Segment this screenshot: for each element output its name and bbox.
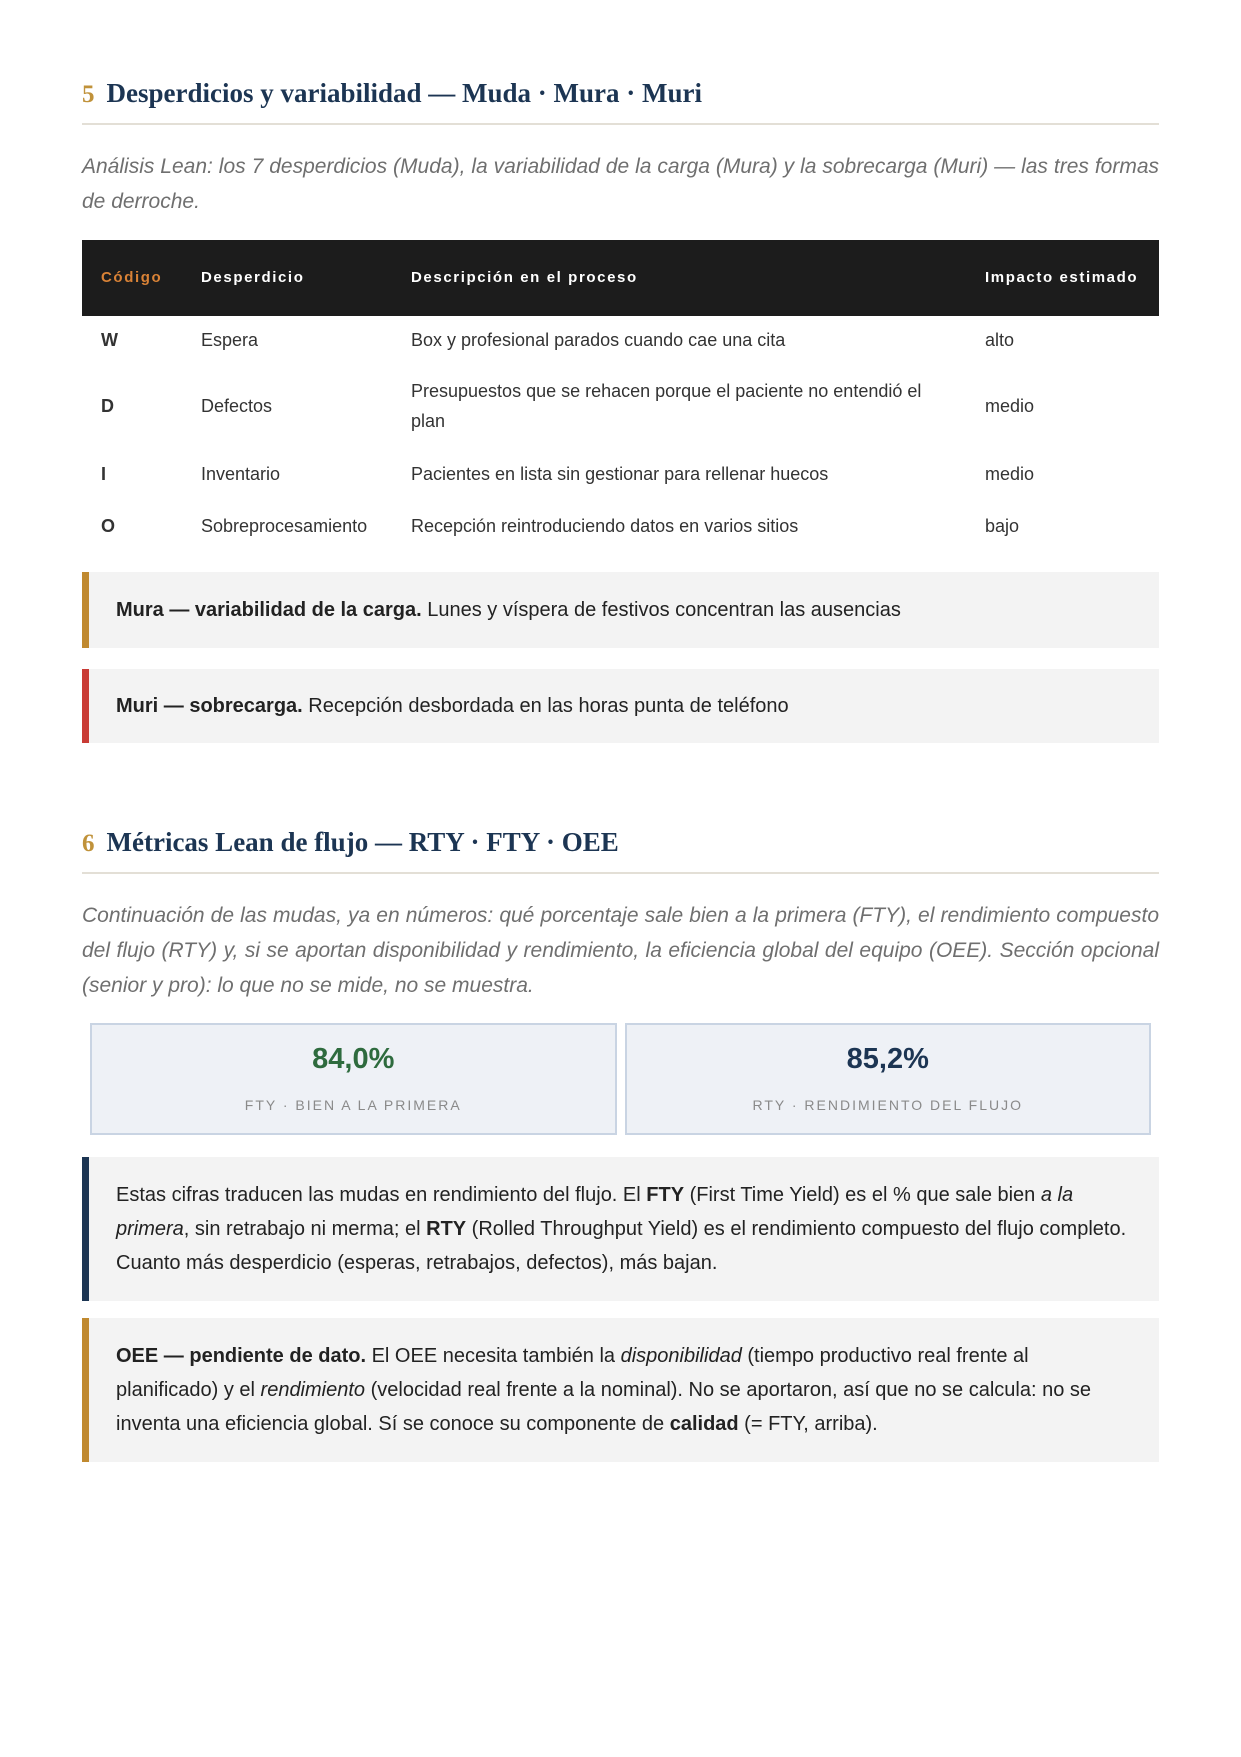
waste-description: Presupuestos que se rehacen porque el paciente no entendió el plan: [411, 381, 922, 431]
note-text: El OEE necesita también la: [366, 1345, 621, 1367]
yield-explanation-note: [82, 1157, 1159, 1301]
muri-callout: [82, 669, 1159, 743]
fty-label: FTY · BIEN A LA PRIMERA: [244, 1097, 462, 1113]
table-header-row: [82, 240, 1159, 316]
table-row: [82, 364, 1159, 448]
metrics-cards: [82, 1023, 1159, 1135]
mura-text: Lunes y víspera de festivos concentran las ausencias: [421, 598, 901, 621]
note-text: Estas cifras traducen las mudas en rendimiento del flujo. El: [116, 1184, 647, 1206]
waste-name: Defectos: [201, 396, 273, 416]
section-5: [82, 78, 1159, 125]
note-text: (= FTY, arriba).: [738, 1413, 878, 1435]
waste-name: Espera: [201, 330, 259, 350]
column-header-waste: Desperdicio: [182, 240, 392, 316]
waste-description: Box y profesional parados cuando cae una cita: [411, 330, 786, 350]
waste-code: I: [101, 464, 107, 484]
note-label-oee: OEE — pendiente de dato.: [116, 1345, 367, 1367]
mura-callout: [82, 572, 1159, 648]
rty-card: [625, 1023, 1152, 1135]
note-text: (Rolled Throughput Yield) es el rendimiento compuesto del flujo completo. Cuanto más desperdicio (esperas, retrabajos, defectos), más bajan.: [116, 1218, 1127, 1274]
section-title: Métricas Lean de flujo — RTY · FTY · OEE: [106, 827, 619, 857]
section-5-heading: [82, 78, 1159, 125]
fty-card: [90, 1023, 617, 1135]
column-header-code: Código: [82, 240, 182, 316]
waste-impact: medio: [985, 396, 1035, 416]
muri-text: Recepción desbordada en las horas punta de teléfono: [302, 694, 789, 717]
column-header-description: Descripción en el proceso: [392, 240, 966, 316]
section-number: 5: [82, 81, 95, 108]
note-term-rty: RTY: [426, 1218, 467, 1240]
waste-description: Pacientes en lista sin gestionar para rellenar huecos: [411, 464, 829, 484]
table-row: [82, 316, 1159, 364]
mura-label: Mura — variabilidad de la carga.: [116, 598, 422, 621]
waste-description: Recepción reintroduciendo datos en varios sitios: [411, 516, 799, 536]
note-term-quality: calidad: [669, 1413, 739, 1435]
rty-label: RTY · RENDIMIENTO DEL FLUJO: [752, 1097, 1023, 1113]
table-row: [82, 448, 1159, 500]
waste-impact: alto: [985, 330, 1015, 350]
waste-name: Inventario: [201, 464, 281, 484]
note-text: (velocidad real frente a la nominal). No se aportaron, así que no se calcula: no se inventa una eficiencia global. Sí se conoce su componente de: [116, 1379, 1092, 1435]
note-emphasis: a la primera: [116, 1184, 1074, 1240]
section-6-intro: Continuación de las mudas, ya en números: qué porcentaje sale bien a la primera (FTY), el rendimiento compuesto del flujo (RTY) y, si se aportan disponibilidad y rendimiento, la eficiencia global del equipo (OEE). Sección opcional (senior y pro): lo que no se mide, no se muestra.: [82, 904, 1159, 997]
note-term-fty: FTY: [646, 1184, 685, 1206]
note-emphasis: rendimiento: [260, 1379, 366, 1401]
note-text: , sin retrabajo ni merma; el: [183, 1218, 427, 1240]
note-text: (First Time Yield) es el % que sale bien: [684, 1184, 1041, 1206]
waste-impact: bajo: [985, 516, 1020, 536]
waste-name: Sobreprocesamiento: [201, 516, 368, 536]
waste-table: [82, 240, 1159, 552]
waste-code: O: [101, 516, 116, 536]
section-6: [82, 827, 1159, 874]
rty-value: 85,2%: [846, 1043, 929, 1075]
fty-value: 84,0%: [312, 1043, 395, 1075]
section-number: 6: [82, 830, 95, 857]
oee-pending-note: [82, 1318, 1159, 1462]
table-row: [82, 500, 1159, 552]
column-header-impact: Impacto estimado: [966, 240, 1159, 316]
waste-code: W: [101, 330, 118, 350]
muri-label: Muri — sobrecarga.: [116, 694, 303, 717]
section-6-heading: [82, 827, 1159, 874]
note-emphasis: disponibilidad: [620, 1345, 742, 1367]
note-text: (tiempo productivo real frente al planificado) y el: [116, 1345, 1029, 1401]
waste-impact: medio: [985, 464, 1035, 484]
section-title: Desperdicios y variabilidad — Muda · Mura · Muri: [106, 78, 703, 108]
section-5-intro: Análisis Lean: los 7 desperdicios (Muda), la variabilidad de la carga (Mura) y la sobrecarga (Muri) — las tres formas de derroche.: [82, 155, 1159, 213]
waste-code: D: [101, 396, 114, 416]
